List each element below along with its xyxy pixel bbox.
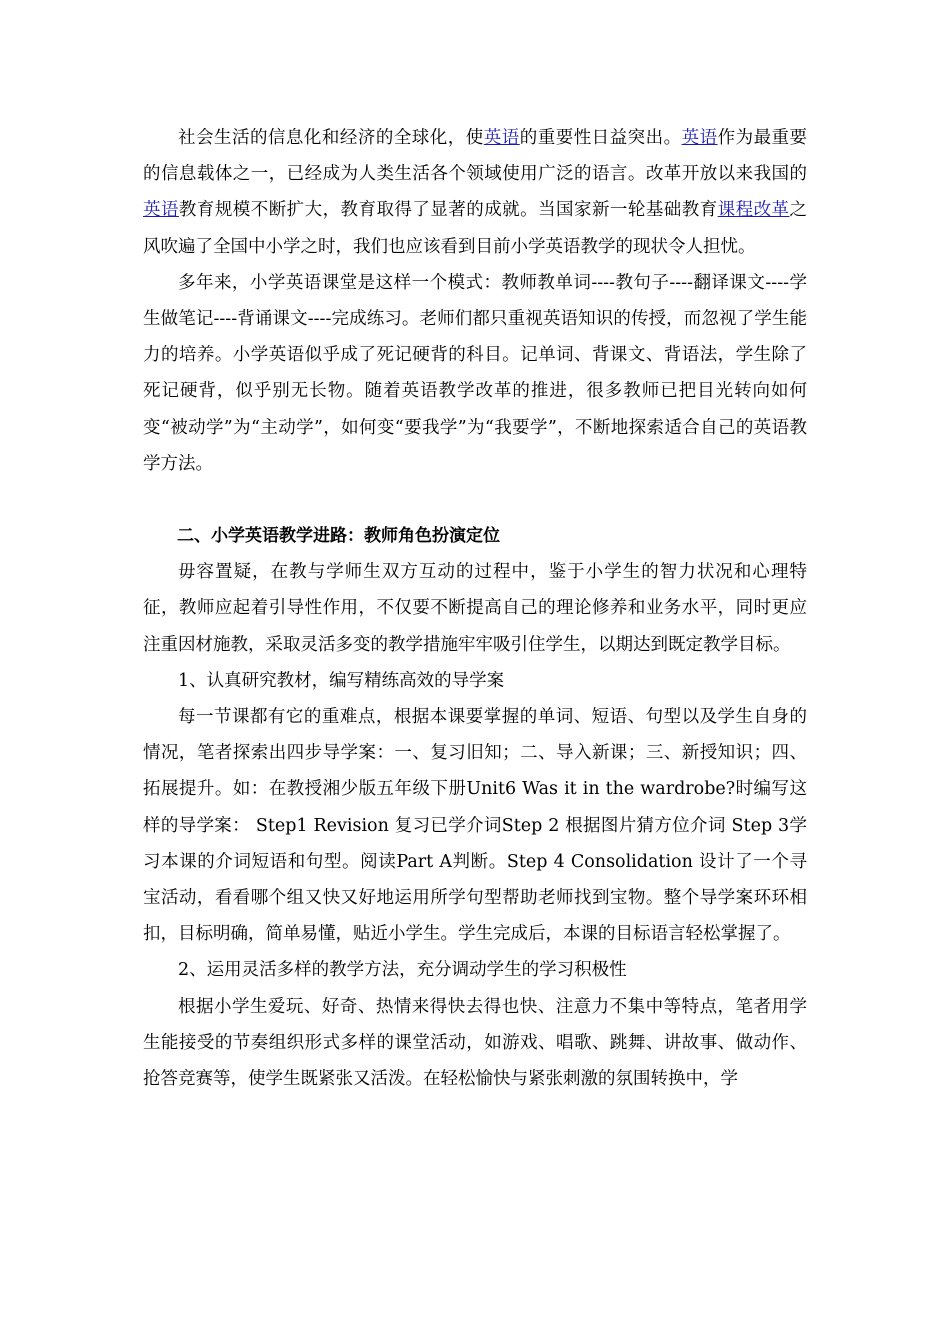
text-run: 教育规模不断扩大，教育取得了显著的成就。当国家新一轮基础教育 <box>178 200 718 221</box>
link-english-2[interactable]: 英语 <box>681 128 718 148</box>
text-run: 的重要性日益突出。 <box>519 128 682 148</box>
list-item-1: 1、认真研究教材，编写精练高效的导学案 <box>178 670 505 691</box>
paragraph-teacher-role: 毋容置疑，在教与学师生双方互动的过程中，鉴于小学生的智力状况和心理特征，教师应起着引导性作用，不仅要不断提高自己的理论修养和业务水平，同时更应注重因材施教，采取灵活多变的教学措施牢牢吸引住学生，以期达到既定教学目标。 <box>143 562 807 655</box>
paragraph-intro <box>143 120 807 265</box>
paragraph-guided-plan: 每一节课都有它的重难点，根据本课要掌握的单词、短语、句型以及学生自身的情况，笔者探索出四步导学案：一、复习旧知；二、导入新课；三、新授知识；四、拓展提升。如：在教授湘少版五年级下册Unit6 Was it in the wardrobe?时编写这样的导学案： Step1 Revision 复习已学介词Step 2 根据图片猜方位介词 Step 3学习本课的介词短语和句型。阅读Part A判断。Step 4 Consolidation 设计了一个寻宝活动，看看哪个组又快又好地运用所学句型帮助老师找到宝物。整个导学案环环相扣，目标明确，简单易懂，贴近小学生。学生完成后，本课的目标语言轻松掌握了。 <box>143 707 807 945</box>
paragraph-methods: 根据小学生爱玩、好奇、热情来得快去得也快、注意力不集中等特点，笔者用学生能接受的节奏组织形式多样的课堂活动，如游戏、唱歌、跳舞、讲故事、做动作、抢答竞赛等，使学生既紧张又活泼。在轻松愉快与紧张刺激的氛围转换中，学 <box>143 996 807 1090</box>
document-body <box>143 120 807 1097</box>
text-run: 之风吹遍了全国中小学之时，我们也应该看到目前小学英语教学的现状令人担忧。 <box>143 200 808 257</box>
section-heading: 二、小学英语教学进路：教师角色扮演定位 <box>177 526 500 547</box>
link-curriculum-reform[interactable]: 课程改革 <box>717 200 790 221</box>
spacer <box>143 482 807 518</box>
link-english-3[interactable]: 英语 <box>143 200 179 221</box>
text-run: 作为最重要的信息载体之一，已经成为人类生活各个领域使用广泛的语言。改革开放以来我国的 <box>143 128 808 185</box>
list-item-2: 2、运用灵活多样的教学方法，充分调动学生的学习积极性 <box>178 960 627 981</box>
text-run: 社会生活的信息化和经济的全球化，使 <box>178 128 484 148</box>
link-english-1[interactable]: 英语 <box>483 128 520 148</box>
paragraph-classroom-model: 多年来，小学英语课堂是这样一个模式：教师教单词----教句子----翻译课文----学生做笔记----背诵课文----完成练习。老师们都只重视英语知识的传授，而忽视了学生能力的培养。小学英语似乎成了死记硬背的科目。记单词、背课文、背语法，学生除了死记硬背，似乎别无长物。随着英语教学改革的推进，很多教师已把目光转向如何变“被动学”为“主动学”，如何变“要我学”为“我要学”，不断地探索适合自己的英语教学方法。 <box>143 272 807 474</box>
